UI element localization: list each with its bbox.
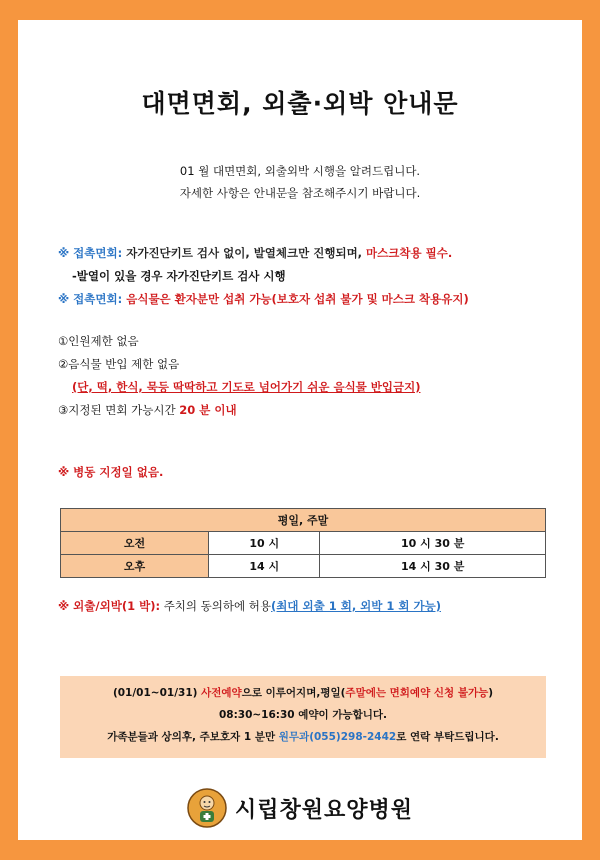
schedule-row-label: 오후 bbox=[61, 555, 209, 578]
schedule-start-time: 14 시 bbox=[209, 555, 320, 578]
page-title: 대면면회, 외출·외박 안내문 bbox=[141, 89, 459, 118]
table-row bbox=[61, 532, 546, 555]
reservation-line-1 bbox=[60, 682, 546, 704]
reservation-keyword: 사전예약 bbox=[201, 687, 242, 699]
rule-item-3-text: ③지정된 면회 가능시간 bbox=[58, 403, 180, 417]
hospital-name: 시립창원요양병원 bbox=[234, 797, 414, 823]
reservation-contact-end: 로 연락 부탁드립니다. bbox=[396, 731, 499, 743]
rule-item-2-note: (단, 떡, 한식, 묵등 딱딱하고 기도로 넘어가기 쉬운 음식물 반입금지) bbox=[72, 380, 421, 394]
ward-notice: ※ 병동 지정일 없음. bbox=[58, 465, 164, 479]
reservation-contact-text: 가족분들과 상의후, 주보호자 1 분만 bbox=[107, 731, 279, 743]
rule-item-3 bbox=[58, 399, 558, 422]
rule-item-1: ①인원제한 없음 bbox=[58, 334, 139, 348]
reservation-line-3 bbox=[60, 726, 546, 748]
notice-page bbox=[18, 20, 582, 840]
intro-text bbox=[18, 160, 582, 204]
schedule-header: 평일, 주말 bbox=[61, 509, 546, 532]
intro-line-2: 자세한 사항은 안내문을 참조해주시기 바랍니다. bbox=[179, 186, 421, 200]
visit-schedule-table bbox=[60, 508, 546, 578]
reservation-line-2: 08:30~16:30 예약이 가능합니다. bbox=[218, 709, 388, 721]
schedule-end-time: 14 시 30 분 bbox=[320, 555, 546, 578]
rule-item-2: ②음식물 반입 제한 없음 bbox=[58, 357, 180, 371]
outing-notice bbox=[58, 598, 568, 614]
outing-limit: (최대 외출 1 회, 외박 1 회 가능) bbox=[271, 599, 441, 613]
note-1 bbox=[58, 242, 558, 265]
intro-line-1: 01 월 대면면회, 외출외박 시행을 알려드립니다. bbox=[179, 164, 421, 178]
outing-text: 주치의 동의하에 허용 bbox=[160, 599, 271, 613]
note-1-mark: ※ 접촉면회: bbox=[58, 246, 123, 260]
note-2-red: 음식물은 환자분만 섭취 가능(보호자 섭취 불가 및 마스크 착용유지) bbox=[122, 292, 469, 306]
reservation-close-paren: ) bbox=[488, 687, 494, 699]
visit-notes bbox=[58, 242, 558, 311]
reservation-box bbox=[60, 676, 546, 758]
rule-items bbox=[58, 330, 558, 422]
reservation-period: (01/01~01/31) bbox=[112, 687, 202, 699]
hospital-footer bbox=[18, 786, 582, 830]
schedule-row-label: 오전 bbox=[61, 532, 209, 555]
reservation-text: 으로 이루어지며,평일( bbox=[241, 687, 346, 699]
schedule-end-time: 10 시 30 분 bbox=[320, 532, 546, 555]
note-2 bbox=[58, 288, 558, 311]
note-1-text: 자가진단키트 검사 없이, 발열체크만 진행되며, bbox=[122, 246, 367, 260]
reservation-phone: 원무과(055)298-2442 bbox=[278, 731, 397, 743]
note-1-sub: -발열이 있을 경우 자가진단키트 검사 시행 bbox=[72, 269, 286, 283]
table-row bbox=[61, 555, 546, 578]
hospital-mascot-logo-icon bbox=[187, 788, 227, 828]
note-1-red: 마스크착용 필수. bbox=[366, 246, 453, 260]
schedule-start-time: 10 시 bbox=[209, 532, 320, 555]
rule-item-3-limit: 20 분 이내 bbox=[179, 403, 237, 417]
note-2-mark: ※ 접촉면회: bbox=[58, 292, 123, 306]
reservation-weekend-note: 주말에는 면회예약 신청 불가능 bbox=[345, 687, 489, 699]
outing-mark: ※ 외출/외박(1 박): bbox=[58, 599, 161, 613]
